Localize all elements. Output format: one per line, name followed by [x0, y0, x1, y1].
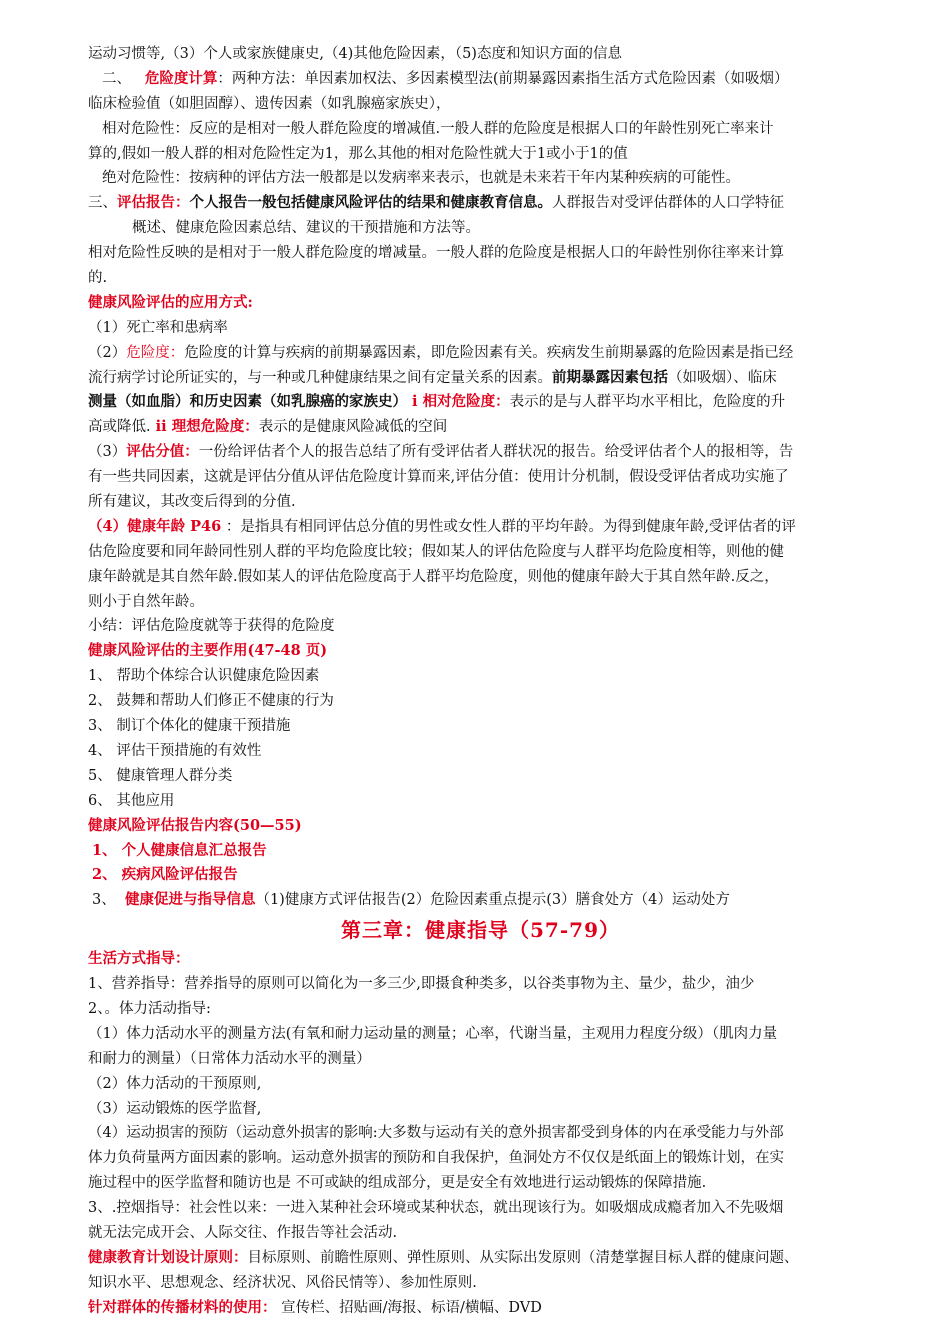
- list-item: 5、 健康管理人群分类: [88, 767, 233, 784]
- section-risk-calc: [88, 67, 873, 92]
- bold-text: 个人报告一般包括健康风险评估的结果和健康教育信息。: [189, 194, 552, 212]
- item-text: 流行病学讨论所证实的，与一种或几种健康结果之间有定量关系的因素。: [88, 369, 552, 386]
- list-item: 2、 疾病风险评估报告: [92, 866, 238, 884]
- heading-report-content: 健康风险评估报告内容(50—55): [88, 816, 302, 834]
- list-item: 6、 其他应用: [88, 792, 175, 809]
- text-line: 知识水平、思想观念、经济状况、风俗民情等）、参加性原则.: [88, 1274, 477, 1291]
- list-item: [88, 888, 873, 913]
- text-line: 2、。体力活动指导:: [88, 1000, 211, 1017]
- text-line: 绝对危险性：按病种的评估方法一般都是以发病率来表示，也就是未来若干年内某种疾病的可能性。: [102, 170, 740, 187]
- bold-text: 前期暴露因素包括: [552, 368, 668, 386]
- item-heading: i 相对危险度：: [407, 393, 510, 411]
- item-heading: 针对群体的传播材料的使用：: [88, 1298, 277, 1316]
- item-text: 宣传栏、招贴画/海报、标语/横幅、DVD: [276, 1299, 542, 1316]
- item-heading: 健康促进与指导信息: [124, 891, 256, 909]
- item-text: 高或降低.: [88, 419, 151, 436]
- item-number: （2）: [88, 344, 127, 361]
- list-item: 2、 鼓舞和帮助人们修正不健康的行为: [88, 693, 334, 710]
- text-line: 康年龄就是其自然年龄.假如某人的评估危险度高于人群平均危险度，则他的健康年龄大于其自然年龄.反之，: [88, 568, 779, 585]
- text-line: [88, 415, 873, 440]
- text-line: [88, 390, 873, 415]
- item-score: [88, 440, 873, 465]
- item-text: 表示的是健康风险减低的空间: [258, 419, 448, 436]
- text-line: （1）体力活动水平的测量方法(有氧和耐力运动量的测量；心率，代谢当量，主观用力程度分级）（肌肉力量: [88, 1025, 778, 1042]
- text-line: 有一些共同因素，这就是评估分值从评估危险度计算而来,评估分值：使用计分机制，假设受评估者成功实施了: [88, 469, 789, 486]
- text-line: 施过程中的医学监督和随访也是 不可或缺的组成部分，更是安全有效地进行运动锻炼的保障措施.: [88, 1175, 707, 1192]
- section-number: 三、: [88, 195, 117, 212]
- section-text: ：两种方法：单因素加权法、多因素模型法(前期暴露因素指生活方式危险因素（如吸烟）: [217, 70, 789, 87]
- item-text: 目标原则、前瞻性原则、弹性原则、从实际出发原则（清楚掌握目标人群的健康问题、: [247, 1249, 799, 1266]
- section-text: 人群报告对受评估群体的人口学特征: [552, 195, 784, 212]
- item-number: （3）: [88, 444, 127, 461]
- bold-text: 测量（如血脂）和历史因素（如乳腺癌的家族史）: [88, 393, 407, 411]
- text-line: 则小于自然年龄。: [88, 593, 204, 610]
- item-health-age: [88, 515, 873, 540]
- text-line: 1、营养指导：营养指导的原则可以简化为一多三少,即摄食种类多，以谷类事物为主、量少，盐少，油少: [88, 976, 755, 993]
- section-report: [88, 191, 873, 216]
- item-heading: 评估分值：: [126, 443, 199, 461]
- item-heading: 健康教育计划设计原则：: [88, 1248, 248, 1266]
- text-line: （1）死亡率和患病率: [88, 319, 228, 336]
- list-item: 1、 帮助个体综合认识健康危险因素: [88, 668, 320, 685]
- item-text: 表示的是与人群平均水平相比，危险度的升: [509, 394, 786, 411]
- heading-lifestyle: 生活方式指导：: [88, 950, 190, 968]
- text-line: 估危险度要和同年龄同性别人群的平均危险度比较；假如某人的评估危险度与人群平均危险度相等，则他的健: [88, 543, 784, 560]
- item-number: 3、: [92, 892, 116, 909]
- item-text: 危险度的计算与疾病的前期暴露因素，即危险因素有关。疾病发生前期暴露的危险因素是指已经: [184, 344, 794, 361]
- list-item: 1、 个人健康信息汇总报告: [92, 841, 267, 859]
- heading-role: 健康风险评估的主要作用(47-48 页): [88, 642, 328, 660]
- item-heading: ii 理想危险度：: [150, 418, 259, 436]
- text-line: 运动习惯等,（3）个人或家族健康史,（4)其他危险因素，（5)态度和知识方面的信息: [88, 46, 622, 62]
- media-usage: [88, 1296, 873, 1321]
- list-item: 3、 制订个体化的健康干预措施: [88, 718, 291, 735]
- text-line: 体力负荷量两方面因素的影响。运动意外损害的预防和自我保护，鱼洞处方不仅仅是纸面上的锻炼计划，在实: [88, 1150, 784, 1167]
- document-page: [88, 42, 873, 1321]
- text-line: 相对危险性：反应的是相对一般人群危险度的增减值.一般人群的危险度是根据人口的年龄性别死亡率来计: [102, 120, 774, 137]
- text-line: 相对危险性反映的是相对于一般人群危险度的增减量。一般人群的危险度是根据人口的年龄性别你往率来计算: [88, 245, 784, 262]
- item-text: （1)健康方式评估报告(2）危险因素重点提示(3）膳食处方（4）运动处方: [255, 892, 730, 909]
- text-line: 临床检验值（如胆固醇）、遗传因素（如乳腺癌家族史），: [88, 95, 451, 112]
- text-line: 就无法完成开会、人际交往、作报告等社会活动.: [88, 1224, 398, 1241]
- text-line: 概述、健康危险因素总结、建议的干预措施和方法等。: [132, 220, 480, 237]
- text-line: 的.: [88, 270, 108, 287]
- text-line: 小结：评估危险度就等于获得的危险度: [88, 618, 335, 635]
- item-text: 一份给评估者个人的报告总结了所有受评估者人群状况的报告。给受评估者个人的报相等，告: [198, 444, 794, 461]
- item-text: （如吸烟）、临床: [668, 369, 777, 386]
- item-heading: （4）健康年龄 P46: [88, 517, 222, 535]
- text-line: （3）运动锻炼的医学监督,: [88, 1100, 262, 1117]
- heading-application: 健康风险评估的应用方式:: [88, 293, 253, 311]
- text-line: 和耐力的测量）（日常体力活动水平的测量）: [88, 1050, 371, 1067]
- list-item: 4、 评估干预措施的有效性: [88, 742, 262, 759]
- section-number: 二、: [102, 70, 131, 87]
- text-line: 算的,假如一般人群的相对危险性定为1，那么其他的相对危险性就大于1或小于1的值: [88, 145, 628, 162]
- text-line: [88, 366, 873, 391]
- item-risk-degree: [88, 341, 873, 366]
- item-heading: 危险度：: [126, 344, 185, 361]
- section-heading: 危险度计算: [144, 69, 218, 87]
- item-text: ：是指具有相同评估总分值的男性或女性人群的平均年龄。为得到健康年龄,受评估者的评: [221, 518, 796, 535]
- text-line: 3、.控烟指导：社会性以来：一进入某种社会环境或某种状态，就出现该行为。如吸烟成成瘾者加入不先吸烟: [88, 1200, 784, 1217]
- section-heading: 评估报告：: [117, 194, 190, 212]
- chapter-title: 第三章：健康指导（57-79）: [341, 918, 620, 943]
- text-line: （4）运动损害的预防（运动意外损害的影响:大多数与运动有关的意外损害都受到身体的内在承受能力与外部: [88, 1125, 784, 1142]
- text-line: 所有建议，其改变后得到的分值.: [88, 494, 296, 511]
- text-line: （2）体力活动的干预原则,: [88, 1075, 262, 1092]
- plan-principles: [88, 1246, 873, 1271]
